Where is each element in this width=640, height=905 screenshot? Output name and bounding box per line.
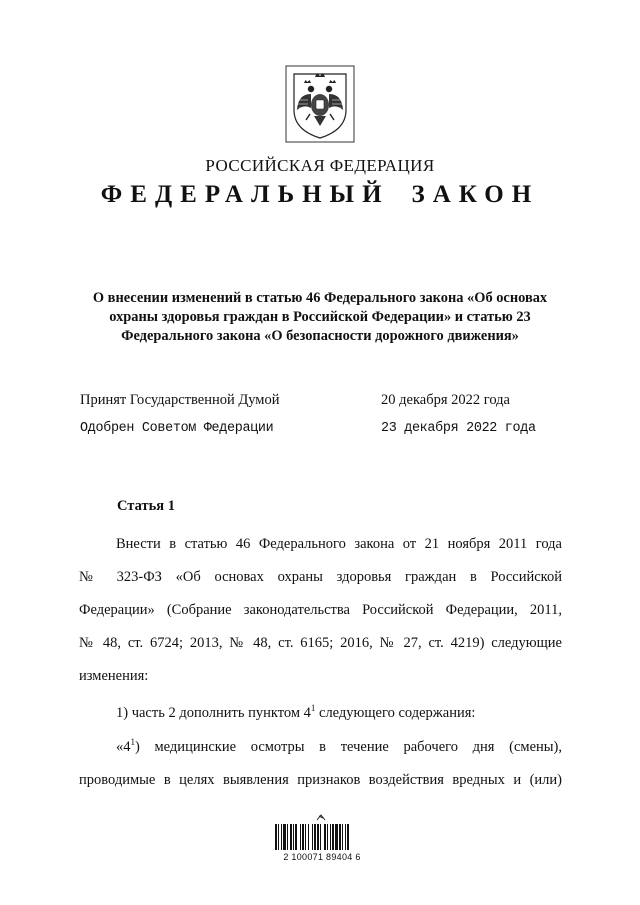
adopted-by-duma-date: 20 декабря 2022 года <box>381 392 510 408</box>
item-text: 1) часть 2 дополнить пунктом 4 <box>116 705 311 721</box>
document-type <box>0 181 640 209</box>
document-type-word-1: ФЕДЕРАЛЬНЫЙ <box>100 181 390 208</box>
article-item-1 <box>79 697 562 730</box>
document-type-word-2: ЗАКОН <box>411 181 540 208</box>
paragraph-line: № 323-ФЗ «Об основах охраны здоровья граждан в Российской <box>79 569 562 585</box>
superscript: 1 <box>310 703 316 713</box>
law-title-line: охраны здоровья граждан в Российской Федерации» и статью 23 <box>109 309 531 325</box>
quote-text: ) медицинские осмотры в течение рабочего дня (смены), <box>135 739 562 755</box>
adopted-by-duma-label: Принят Государственной Думой <box>80 392 280 408</box>
state-emblem-icon <box>284 64 356 144</box>
item-text: следующего содержания: <box>315 705 476 721</box>
country-name: РОССИЙСКАЯ ФЕДЕРАЦИЯ <box>205 156 435 175</box>
article-quote <box>79 731 562 797</box>
paragraph-line <box>79 731 562 764</box>
barcode-icon <box>261 812 381 872</box>
law-title-line: Федерального закона «О безопасности дорожного движения» <box>121 328 519 344</box>
paragraph-line: № 48, ст. 6724; 2013, № 48, ст. 6165; 2016, № 27, ст. 4219) следующие <box>79 635 562 651</box>
superscript: 1 <box>130 737 135 747</box>
paragraph-line <box>79 697 562 730</box>
paragraph-line: изменения: <box>79 668 149 684</box>
paragraph-line: Федерации» (Собрание законодательства Российской Федерации, 2011, <box>79 602 562 618</box>
quote-text: «4 <box>116 739 131 755</box>
article-heading: Статья 1 <box>117 498 175 514</box>
law-title-line: О внесении изменений в статью 46 Федерального закона «Об основах <box>92 290 548 306</box>
law-title <box>70 289 570 346</box>
approved-by-council-label: Одобрен Советом Федерации <box>80 421 274 436</box>
barcode-number: 2 100071 89404 6 <box>283 852 361 862</box>
approved-by-council-date: 23 декабря 2022 года <box>381 421 536 436</box>
paragraph-line: Внести в статью 46 Федерального закона от 21 ноября 2011 года <box>116 536 562 552</box>
paragraph-line: проводимые в целях выявления признаков воздействия вредных и (или) <box>79 772 562 788</box>
article-paragraph-1 <box>79 528 562 693</box>
